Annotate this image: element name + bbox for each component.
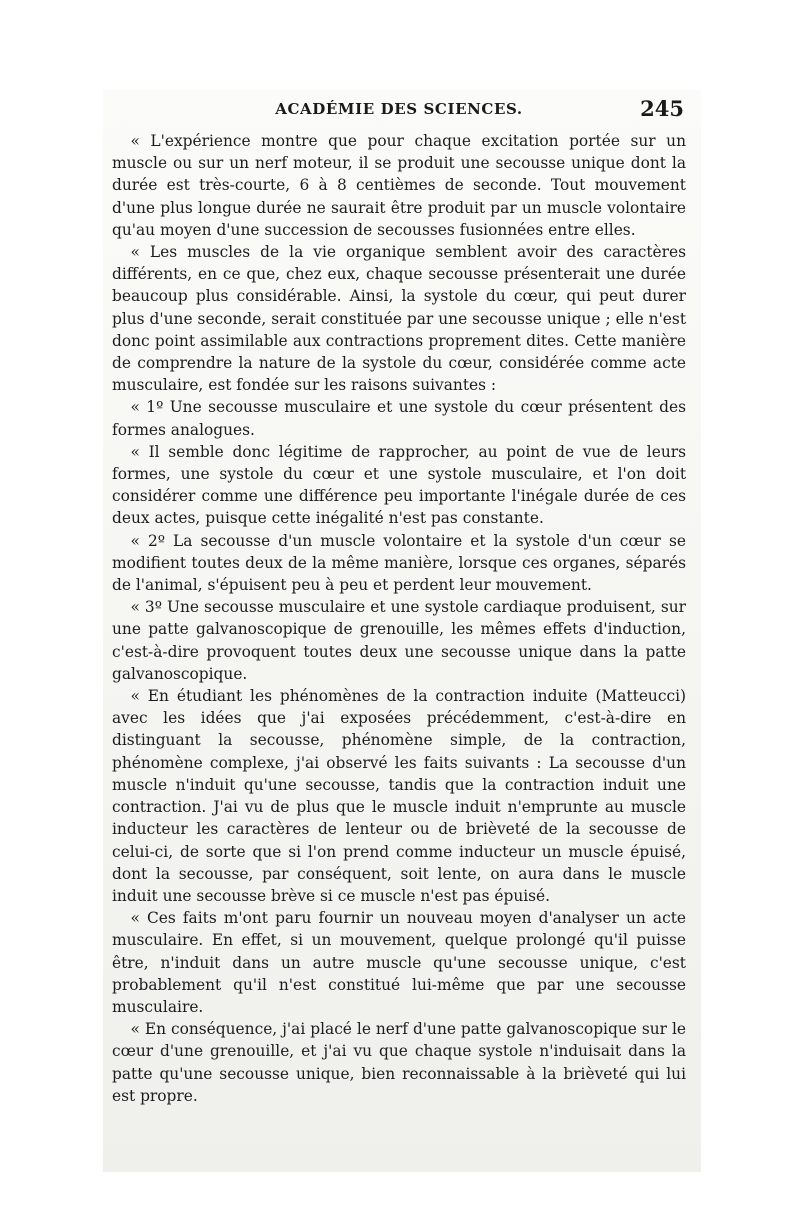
paragraph-5: « 2º La secousse d'un muscle volontaire et la systole d'un cœur se modifient toutes deux de la même manière, lorsque ces organes, séparés de l'animal, s'épuisent peu à peu et perdent leur mouvement. bbox=[112, 531, 686, 595]
paragraph-7: « En étudiant les phénomènes de la contraction induite (Matteucci) avec les idées que j'ai exposées précédemment, c'est-à-dire en distinguant la secousse, phénomène simple, de la contraction, phénomène complexe, j'ai observé les faits suivants : La secousse d'un muscle n'induit qu'une secousse, tandis que la contraction induit une contraction. J'ai vu de plus que le muscle induit n'emprunte au muscle inducteur les caractères de lenteur ou de brièveté de la secousse de celui-ci, de sorte que si l'on prend comme inducteur un muscle épuisé, dont la secousse, par conséquent, soit lente, on aura dans le muscle induit une secousse brève si ce muscle n'est pas épuisé. bbox=[112, 687, 686, 905]
paragraph-8: « Ces faits m'ont paru fournir un nouveau moyen d'analyser un acte musculaire. En effet, si un mouvement, quelque prolongé qu'il puisse être, n'induit dans un autre muscle qu'une secousse unique, c'est probablement qu'il n'est constitué lui-même que par une secousse musculaire. bbox=[112, 909, 686, 1016]
paragraph-9: « En conséquence, j'ai placé le nerf d'une patte galvanoscopique sur le cœur d'une grenouille, et j'ai vu que chaque systole n'induisait dans la patte qu'une secousse unique, bien reconnaissable à la brièveté qui lui est propre. bbox=[112, 1020, 686, 1105]
page-number: 245 bbox=[640, 96, 684, 121]
paragraph-4: « Il semble donc légitime de rapprocher, au point de vue de leurs formes, une systole du cœur et une systole musculaire, et l'on doit considérer comme une différence peu importante l'inégale durée de ces deux actes, puisque cette inégalité n'est pas constante. bbox=[112, 442, 686, 528]
paragraph-1: « L'expérience montre que pour chaque excitation portée sur un muscle ou sur un nerf moteur, il se produit une secousse unique dont la durée est très-courte, 6 à 8 centièmes de seconde. Tout mouvement d'une plus longue durée ne saurait être produit par un muscle volontaire qu'au moyen d'une succession de secousses fusionnées entre elles. bbox=[112, 132, 686, 239]
body-text bbox=[112, 130, 686, 1107]
paragraph-3: « 1º Une secousse musculaire et une systole du cœur présentent des formes analogues. bbox=[112, 398, 686, 439]
paragraph-2: « Les muscles de la vie organique semblent avoir des caractères différents, en ce que, chez eux, chaque secousse présenterait une durée beaucoup plus considérable. Ainsi, la systole du cœur, qui peut durer plus d'une seconde, serait constituée par une secousse unique ; elle n'est donc point assimilable aux contractions proprement dites. Cette manière de comprendre la nature de la systole du cœur, considérée comme acte musculaire, est fondée sur les raisons suivantes : bbox=[112, 243, 686, 395]
page-header bbox=[112, 96, 686, 124]
paragraph-6: « 3º Une secousse musculaire et une systole cardiaque produisent, sur une patte galvanoscopique de grenouille, les mêmes effets d'induction, c'est-à-dire provoquent toutes deux une secousse unique dans la patte galvanoscopique. bbox=[112, 598, 686, 683]
running-head: ACADÉMIE DES SCIENCES. bbox=[275, 100, 523, 118]
